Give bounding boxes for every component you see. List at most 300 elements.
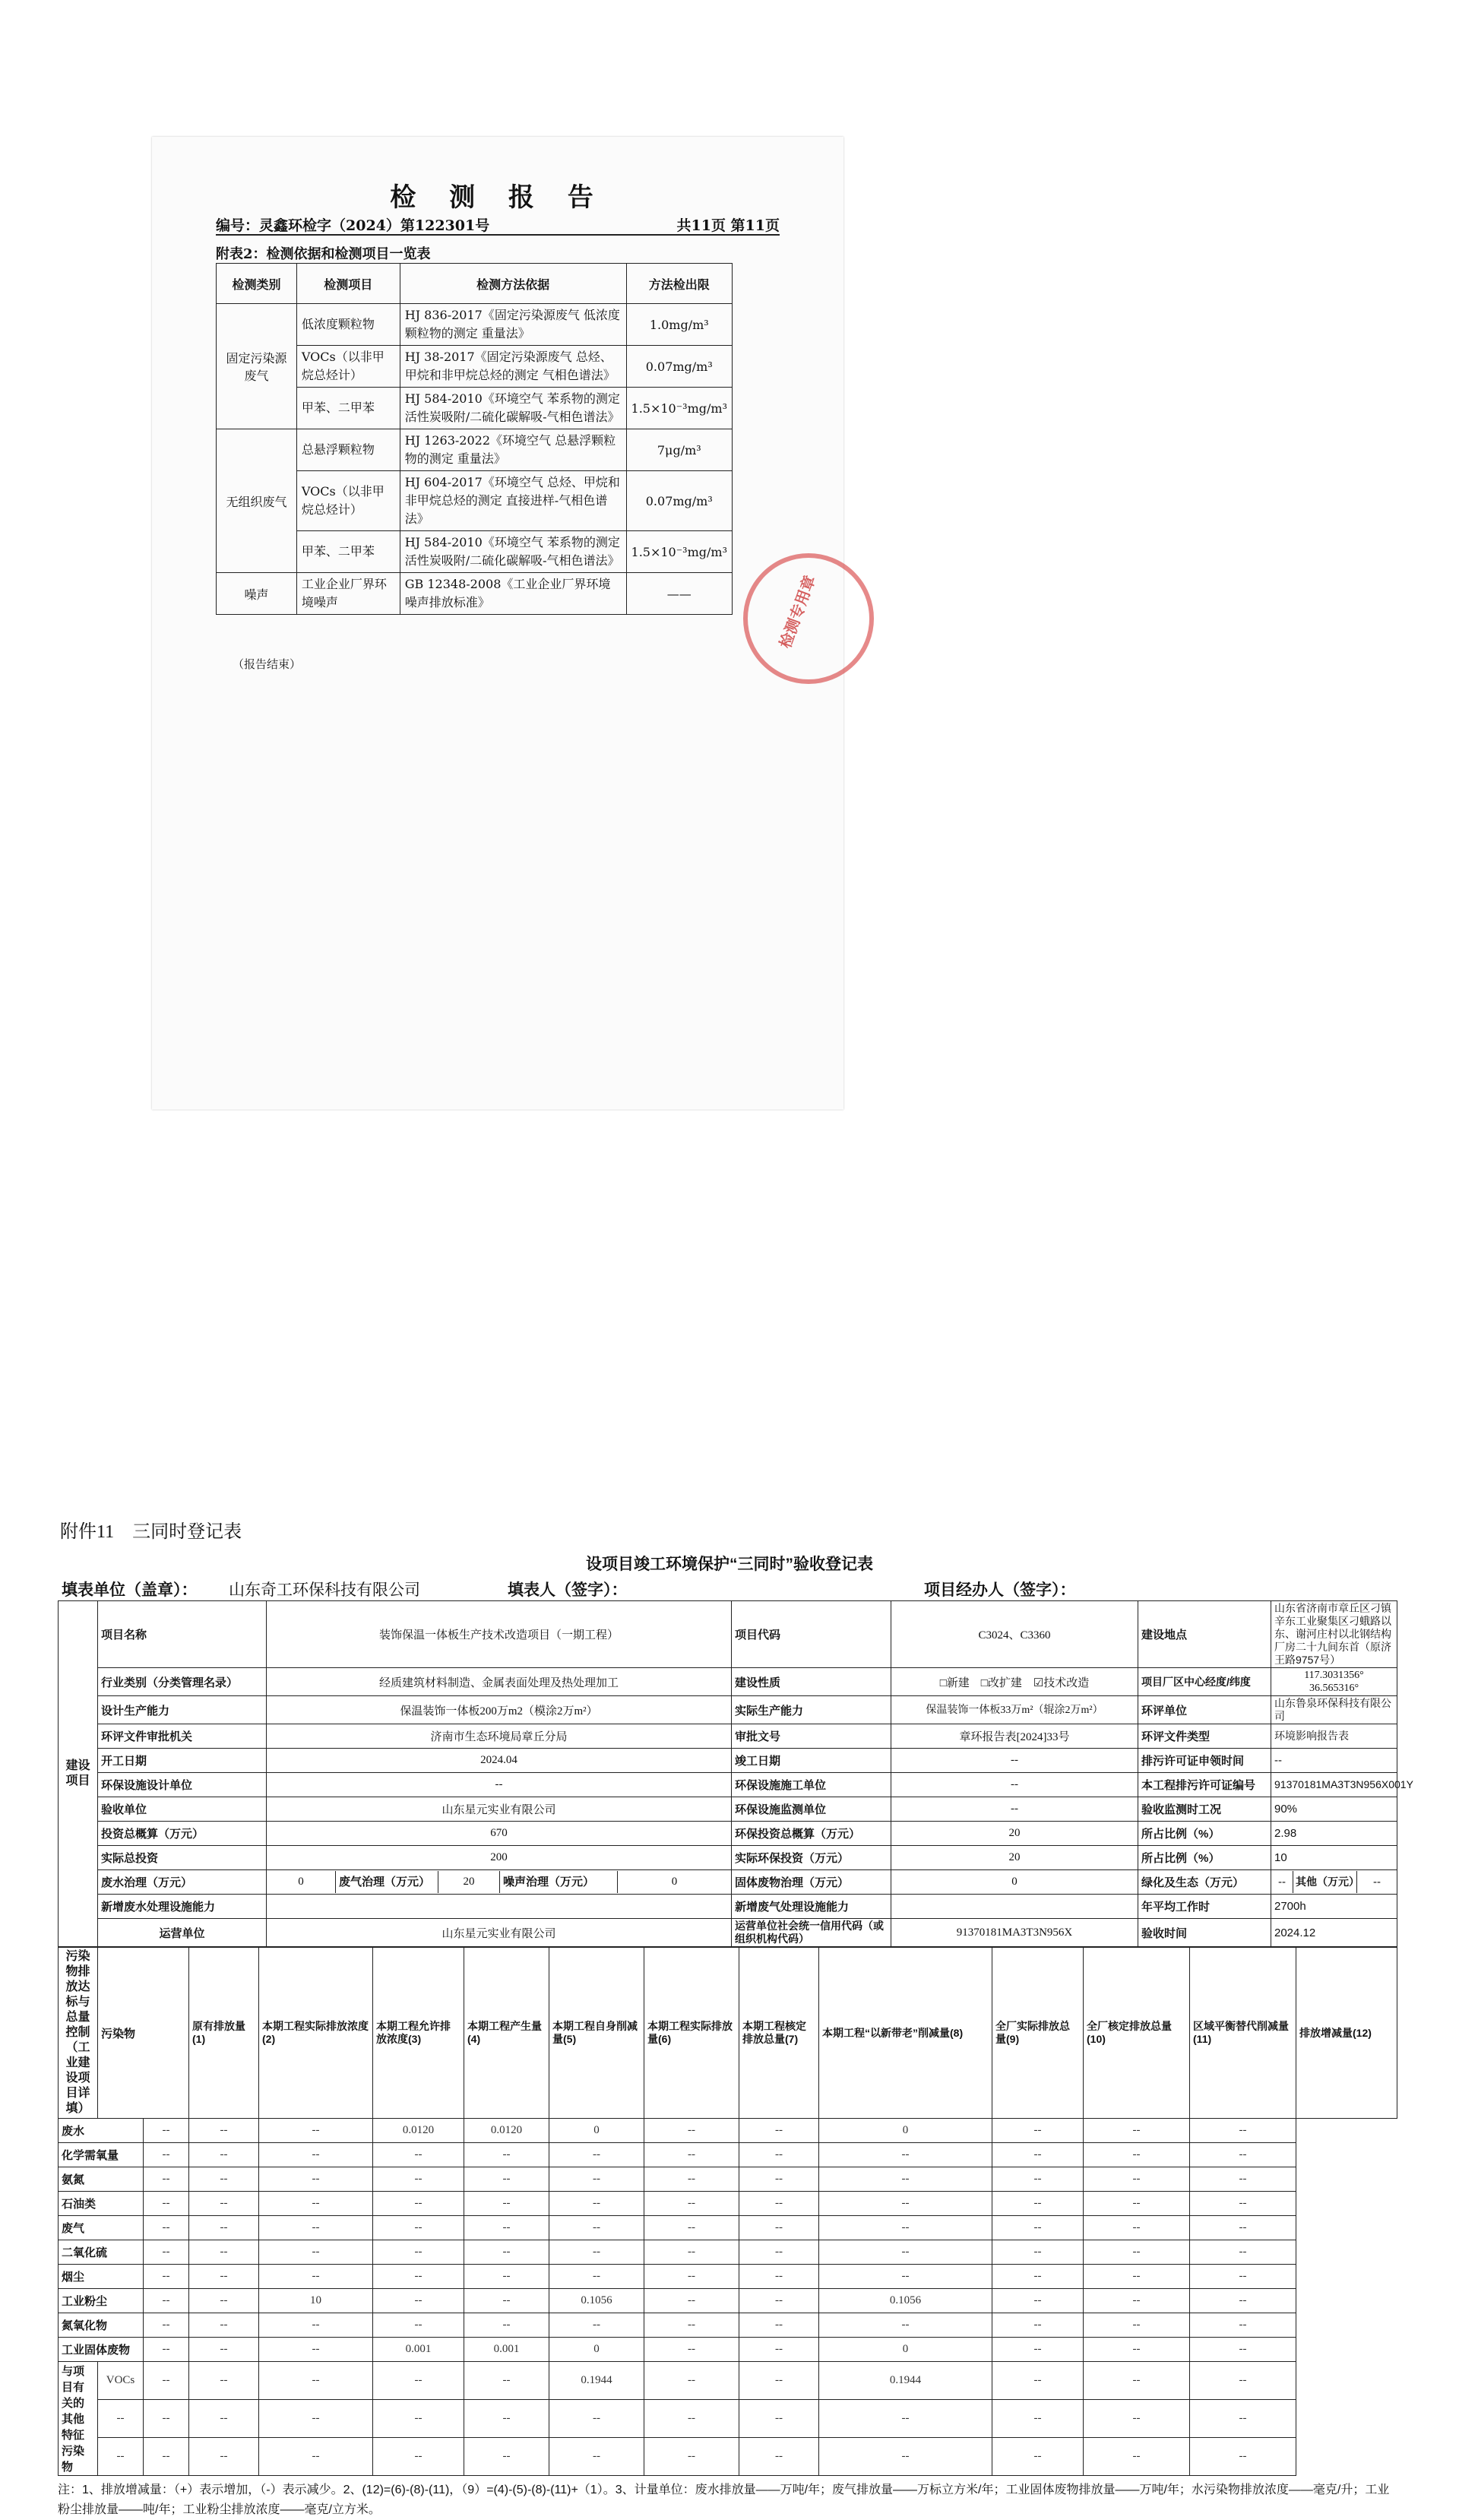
table-row (59, 1846, 1397, 1870)
pollutant-value: -- (1190, 2338, 1296, 2362)
label-cell: 排污许可证申领时间 (1138, 1749, 1271, 1773)
pollutant-value: -- (739, 2192, 819, 2216)
report-meta (216, 214, 780, 235)
related-pollutant-row (59, 2362, 1397, 2400)
pollutant-value: 0 (819, 2119, 992, 2143)
method-cell: HJ 38-2017《固定污染源废气 总烃、甲烷和非甲烷总烃的测定 气相色谱法》 (400, 346, 626, 388)
pollutant-value: -- (259, 2143, 373, 2167)
pollutant-value: -- (259, 2265, 373, 2289)
pollutant-value: -- (189, 2265, 259, 2289)
value-cell: -- (891, 1797, 1138, 1822)
pollutant-value: -- (144, 2143, 189, 2167)
value-cell: 200 (267, 1846, 732, 1870)
pollutant-value: -- (189, 2143, 259, 2167)
pollutant-value: -- (144, 2167, 189, 2192)
pollutant-value: -- (644, 2438, 739, 2476)
method-cell: HJ 584-2010《环境空气 苯系物的测定 活性炭吸附/二硫化碳解吸-气相色谱法》 (400, 388, 626, 429)
pollutant-value: -- (819, 2265, 992, 2289)
pollutant-value: -- (1190, 2143, 1296, 2167)
pollutant-value: -- (819, 2216, 992, 2240)
pollutant-value: -- (259, 2400, 373, 2438)
pollutant-value: -- (739, 2362, 819, 2400)
green-other-cell (1271, 1870, 1397, 1895)
pollutant-col-header: 本期工程实际排放浓度(2) (259, 1948, 373, 2119)
scanned-report-page (152, 137, 843, 1110)
pollutant-row (59, 2338, 1397, 2362)
pollutant-value: -- (739, 2400, 819, 2438)
pollutant-name: 氨氮 (59, 2167, 144, 2192)
appendix-title: 附表2：检测依据和检测项目一览表 (216, 246, 431, 262)
pollutant-value: -- (992, 2289, 1084, 2313)
pollutant-value: -- (1084, 2240, 1190, 2265)
pollutant-value: -- (189, 2240, 259, 2265)
pollutant-value: -- (819, 2192, 992, 2216)
value-cell: -- (891, 1749, 1138, 1773)
pollutant-value: 0.1944 (549, 2362, 644, 2400)
pollutant-col-header: 本期工程核定排放总量(7) (739, 1948, 819, 2119)
pollutant-col-header: 本期工程实际排放量(6) (644, 1948, 739, 2119)
pollutant-value: -- (819, 2167, 992, 2192)
pollutant-col-header: 本期工程允许排放浓度(3) (373, 1948, 464, 2119)
item-cell: 工业企业厂界环境噪声 (296, 573, 400, 615)
col-header: 方法检出限 (626, 264, 732, 304)
pollutant-value: 0.001 (373, 2338, 464, 2362)
pollutant-value: -- (464, 2167, 549, 2192)
pollutant-value: -- (373, 2216, 464, 2240)
pollutant-value: -- (144, 2289, 189, 2313)
table-row (59, 1822, 1397, 1846)
pollutant-value: -- (189, 2362, 259, 2400)
pollutant-value: -- (1190, 2216, 1296, 2240)
related-pollutant-sub: -- (98, 2400, 144, 2438)
report-number: 编号：灵鑫环检字（2024）第122301号 (216, 217, 490, 234)
pollutant-value: -- (1084, 2143, 1190, 2167)
pollutant-value: -- (549, 2240, 644, 2265)
pollutant-value: -- (819, 2313, 992, 2338)
pollutant-value: -- (739, 2338, 819, 2362)
value-cell: 保温装饰一体板33万m²（辊涂2万m²） (891, 1696, 1138, 1724)
category-cell: 噪声 (217, 573, 297, 615)
pollutant-name: 工业固体废物 (59, 2338, 144, 2362)
treatment-cell (267, 1870, 732, 1895)
pollutant-value: -- (992, 2119, 1084, 2143)
pollutant-value: -- (373, 2362, 464, 2400)
pollutant-value: -- (189, 2438, 259, 2476)
pollutant-col-header: 原有排放量(1) (189, 1948, 259, 2119)
item-cell: 甲苯、二甲苯 (296, 388, 400, 429)
pollutant-value: -- (144, 2362, 189, 2400)
item-cell: 甲苯、二甲苯 (296, 531, 400, 573)
pollutant-value: -- (373, 2143, 464, 2167)
value-cell: 2024.04 (267, 1749, 732, 1773)
pollutant-value: -- (1190, 2362, 1296, 2400)
other-label: 其他（万元） (1293, 1871, 1356, 1893)
value-cell: 20 (891, 1822, 1138, 1846)
col-header: 检测类别 (217, 264, 297, 304)
pollutant-value: -- (1084, 2167, 1190, 2192)
pollutant-value: -- (739, 2438, 819, 2476)
pollutant-value: -- (549, 2438, 644, 2476)
item-cell: VOCs（以非甲烷总烃计） (296, 471, 400, 531)
label-cell: 验收单位 (98, 1797, 267, 1822)
pollutant-value: -- (1084, 2216, 1190, 2240)
pollutant-value: -- (144, 2119, 189, 2143)
value-cell: -- (1271, 1749, 1397, 1773)
label-cell: 环保设施施工单位 (732, 1773, 891, 1797)
pollutant-value: -- (992, 2265, 1084, 2289)
pollutant-value: 0.0120 (464, 2119, 549, 2143)
fill-info-row (58, 1576, 1401, 1600)
pollutant-value: -- (739, 2216, 819, 2240)
pollutant-value: -- (549, 2192, 644, 2216)
value-cell: 山东星元实业有限公司 (267, 1797, 732, 1822)
pollutant-value: -- (464, 2362, 549, 2400)
pollutant-row (59, 2167, 1397, 2192)
pollutant-value: -- (144, 2313, 189, 2338)
pollutant-value: 0.1944 (819, 2362, 992, 2400)
pollutant-value: -- (644, 2216, 739, 2240)
pollutant-value: -- (644, 2143, 739, 2167)
label-cell: 环保投资总概算（万元） (732, 1822, 891, 1846)
table-row (59, 1895, 1397, 1919)
pollutant-row (59, 2240, 1397, 2265)
value-cell: 经质建筑材料制造、金属表面处理及热处理加工 (267, 1668, 732, 1696)
label-cell: 环评文件类型 (1138, 1724, 1271, 1749)
pollutant-table (58, 1947, 1397, 2476)
pollutant-value: -- (259, 2362, 373, 2400)
pollutant-value: -- (549, 2265, 644, 2289)
pollutant-value: -- (992, 2240, 1084, 2265)
pollutant-value: -- (819, 2400, 992, 2438)
green-value: -- (1278, 1876, 1286, 1888)
pollutant-value: -- (644, 2400, 739, 2438)
value-cell (267, 1895, 732, 1919)
pollutant-value: 0.1056 (549, 2289, 644, 2313)
value-cell: 670 (267, 1822, 732, 1846)
pollutant-header-row (59, 1948, 1397, 2119)
label-cell: 设计生产能力 (98, 1696, 267, 1724)
pollutant-value: -- (464, 2289, 549, 2313)
side-label-pollution: 污染物排放达标与总量控制（工业建设项目详填） (59, 1948, 98, 2119)
label-cell: 实际生产能力 (732, 1696, 891, 1724)
pollutant-name: 石油类 (59, 2192, 144, 2216)
manager-label: 项目经办人（签字）： (924, 1581, 1076, 1599)
label-cell: 开工日期 (98, 1749, 267, 1773)
label-cell: 环评文件审批机关 (98, 1724, 267, 1749)
pollutant-value: -- (189, 2167, 259, 2192)
value-cell: 山东省济南市章丘区刁镇辛东工业聚集区刁蛾路以东、谢河庄村以北钢结构厂房二十九间东首（原济王路9757号） (1271, 1601, 1397, 1668)
pollutant-name: 氮氧化物 (59, 2313, 144, 2338)
pollutant-name: 化学需氧量 (59, 2143, 144, 2167)
label-cell: 项目代码 (732, 1601, 891, 1668)
method-cell: HJ 604-2017《环境空气 总烃、甲烷和非甲烷总烃的测定 直接进样-气相色谱法》 (400, 471, 626, 531)
footnote: 注：1、排放增减量：（+）表示增加，（-）表示减少。2、(12)=(6)-(8)-(11)，（9）=(4)-(5)-(8)-(11)+（1）。3、计量单位：废水排放量——万吨/年；废气排放量——万标立方米/年；工业固体废物排放量——万吨/年；水污染物排放浓度——毫克/升；工业粉尘排放量——吨/年；工业粉尘排放浓度——毫克/立方米。 (58, 2484, 1390, 2516)
nature-options: □新建 □改扩建 ☑技术改造 (891, 1668, 1138, 1696)
pollutant-value: -- (819, 2240, 992, 2265)
table-row (59, 1870, 1397, 1895)
value-cell: 0 (891, 1870, 1138, 1895)
method-cell: GB 12348-2008《工业企业厂界环境噪声排放标准》 (400, 573, 626, 615)
label-cell: 年平均工作时 (1138, 1895, 1271, 1919)
pollutant-row (59, 2289, 1397, 2313)
value-cell: 装饰保温一体板生产技术改造项目（一期工程） (267, 1601, 732, 1668)
pollutant-value: -- (373, 2438, 464, 2476)
pollutant-col-header: 污染物 (98, 1948, 189, 2119)
pollutant-value: -- (373, 2265, 464, 2289)
table-row (217, 573, 733, 615)
pollutant-value: -- (189, 2313, 259, 2338)
pollutant-value: 0 (549, 2119, 644, 2143)
label-cell: 所占比例（%） (1138, 1846, 1271, 1870)
pollutant-value: -- (1084, 2289, 1190, 2313)
label-cell: 竣工日期 (732, 1749, 891, 1773)
gas-label: 废气治理（万元） (335, 1871, 438, 1893)
pollutant-value: -- (464, 2216, 549, 2240)
pollutant-col-header: 全厂实际排放总量(9) (992, 1948, 1084, 2119)
water-value: 0 (298, 1876, 304, 1888)
pollutant-name: 废气 (59, 2216, 144, 2240)
pollutant-value: -- (739, 2313, 819, 2338)
pollutant-value: -- (464, 2265, 549, 2289)
pollutant-value: -- (1084, 2400, 1190, 2438)
inspection-seal (743, 553, 874, 684)
pollutant-value: -- (1190, 2289, 1296, 2313)
item-cell: 低浓度颗粒物 (296, 304, 400, 346)
label-cell: 建设地点 (1138, 1601, 1271, 1668)
item-cell: 总悬浮颗粒物 (296, 429, 400, 471)
pollutant-value: -- (464, 2313, 549, 2338)
pollutant-value: -- (1190, 2265, 1296, 2289)
pollutant-value: -- (739, 2119, 819, 2143)
pollutant-value: -- (1190, 2167, 1296, 2192)
pollutant-value: -- (144, 2216, 189, 2240)
value-cell: -- (267, 1773, 732, 1797)
pollutant-value: -- (144, 2192, 189, 2216)
pollutant-value: -- (992, 2362, 1084, 2400)
pollutant-row (59, 2192, 1397, 2216)
pollutant-value: -- (739, 2289, 819, 2313)
value-cell: 117.3031356° 36.565316° (1271, 1668, 1397, 1696)
pollutant-value: -- (189, 2338, 259, 2362)
value-cell: 济南市生态环境局章丘分局 (267, 1724, 732, 1749)
value-cell: 环境影响报告表 (1271, 1724, 1397, 1749)
pollutant-value: -- (992, 2167, 1084, 2192)
pollutant-value: -- (144, 2240, 189, 2265)
label-cell: 废水治理（万元） (98, 1870, 267, 1895)
pollutant-value: -- (259, 2216, 373, 2240)
value-cell: -- (891, 1773, 1138, 1797)
value-cell: 保温装饰一体板200万m2（模涂2万m²） (267, 1696, 732, 1724)
pollutant-value: -- (259, 2438, 373, 2476)
pollutant-value: -- (644, 2265, 739, 2289)
value-cell: 10 (1271, 1846, 1397, 1870)
pollutant-value: -- (464, 2240, 549, 2265)
pollutant-value: -- (1190, 2119, 1296, 2143)
method-cell: HJ 584-2010《环境空气 苯系物的测定 活性炭吸附/二硫化碳解吸-气相色谱法》 (400, 531, 626, 573)
limit-cell: 1.0mg/m³ (626, 304, 732, 346)
pollutant-value: -- (644, 2119, 739, 2143)
related-pollutant-sub: -- (98, 2438, 144, 2476)
table-row (59, 1724, 1397, 1749)
value-cell: 2700h (1271, 1895, 1397, 1919)
pollutant-value: -- (259, 2119, 373, 2143)
label-cell: 环保设施监测单位 (732, 1797, 891, 1822)
pollutant-value: -- (992, 2192, 1084, 2216)
label-cell: 投资总概算（万元） (98, 1822, 267, 1846)
category-cell: 固定污染源废气 (217, 304, 297, 429)
label-cell: 环保设施设计单位 (98, 1773, 267, 1797)
pollutant-value: -- (1190, 2400, 1296, 2438)
pollutant-row (59, 2143, 1397, 2167)
value-cell: 山东鲁泉环保科技有限公司 (1271, 1696, 1397, 1724)
table-row (59, 1797, 1397, 1822)
pollutant-value: -- (1084, 2438, 1190, 2476)
pollutant-value: -- (259, 2338, 373, 2362)
pollutant-row (59, 2119, 1397, 2143)
limit-cell: 1.5×10⁻³mg/m³ (626, 388, 732, 429)
pollutant-value: -- (144, 2438, 189, 2476)
fill-unit-value: 山东奇工环保科技有限公司 (229, 1581, 420, 1599)
pollutant-value: -- (144, 2265, 189, 2289)
label-cell: 验收监测时工况 (1138, 1797, 1271, 1822)
pollutant-col-header: 区域平衡替代削减量(11) (1190, 1948, 1296, 2119)
pollutant-value: -- (992, 2438, 1084, 2476)
pollutant-value: -- (644, 2167, 739, 2192)
pollutant-col-header: 本期工程“以新带老”削减量(8) (819, 1948, 992, 2119)
col-header: 检测项目 (296, 264, 400, 304)
side-label-build: 建设项目 (59, 1601, 98, 1947)
pollutant-value: -- (549, 2313, 644, 2338)
pollutant-value: -- (644, 2313, 739, 2338)
report-end-note: （报告结束） (233, 657, 302, 671)
gas-value: 20 (438, 1871, 499, 1893)
pollutant-value: -- (464, 2400, 549, 2438)
pollutant-value: -- (1084, 2338, 1190, 2362)
method-cell: HJ 836-2017《固定污染源废气 低浓度颗粒物的测定 重量法》 (400, 304, 626, 346)
pollutant-row (59, 2265, 1397, 2289)
table-row (59, 1773, 1397, 1797)
pollutant-col-header: 排放增减量(12) (1296, 1948, 1397, 2119)
pollutant-value: -- (739, 2143, 819, 2167)
pollutant-value: -- (189, 2192, 259, 2216)
limit-cell: 1.5×10⁻³mg/m³ (626, 531, 732, 573)
report-title: 检 测 报 告 (390, 182, 606, 213)
related-pollutant-row (59, 2400, 1397, 2438)
pollutant-value: -- (1084, 2192, 1190, 2216)
table-row (217, 304, 733, 346)
pollutant-name: 工业粉尘 (59, 2289, 144, 2313)
page-info: 共11页 第11页 (676, 217, 780, 234)
pollutant-value: -- (739, 2240, 819, 2265)
pollutant-name: 二氧化硫 (59, 2240, 144, 2265)
pollutant-value: -- (644, 2240, 739, 2265)
pollutant-value: -- (259, 2313, 373, 2338)
value-cell: 91370181MA3T3N956X (891, 1919, 1138, 1947)
limit-cell: —— (626, 573, 732, 615)
pollutant-value: -- (992, 2400, 1084, 2438)
label-cell: 运营单位社会统一信用代码（或组织机构代码） (732, 1919, 891, 1947)
value-cell (891, 1895, 1138, 1919)
label-cell: 运营单位 (98, 1919, 267, 1947)
value-cell: 91370181MA3T3N956X001Y (1271, 1773, 1397, 1797)
pollutant-value: 0 (549, 2338, 644, 2362)
pollutant-value: -- (1084, 2119, 1190, 2143)
pollutant-value: -- (259, 2167, 373, 2192)
label-cell: 本工程排污许可证编号 (1138, 1773, 1271, 1797)
pollutant-name: 烟尘 (59, 2265, 144, 2289)
form-title: 设项目竣工环境保护“三同时”验收登记表 (586, 1556, 873, 1573)
seal-text: 检测专用章 (776, 572, 819, 651)
pollutant-value: -- (992, 2338, 1084, 2362)
pollutant-row (59, 2216, 1397, 2240)
pollutant-value: -- (992, 2313, 1084, 2338)
pollutant-value: -- (464, 2143, 549, 2167)
detection-table (216, 263, 733, 615)
pollutant-value: -- (144, 2400, 189, 2438)
pollutant-value: -- (549, 2400, 644, 2438)
pollutant-col-header: 本期工程自身削减量(5) (549, 1948, 644, 2119)
table-row (59, 1668, 1397, 1696)
label-cell: 项目名称 (98, 1601, 267, 1668)
value-cell: 2.98 (1271, 1822, 1397, 1846)
pollutant-value: -- (189, 2289, 259, 2313)
table-row (59, 1749, 1397, 1773)
pollutant-value: -- (1084, 2265, 1190, 2289)
pollutant-value: -- (189, 2216, 259, 2240)
label-cell: 行业类别（分类管理名录） (98, 1668, 267, 1696)
fill-unit-label: 填表单位（盖章）： (62, 1581, 198, 1599)
label-cell: 新增废气处理设施能力 (732, 1895, 891, 1919)
table-row (59, 1919, 1397, 1947)
noise-value: 0 (617, 1871, 731, 1893)
label-cell: 项目厂区中心经度/纬度 (1138, 1668, 1271, 1696)
value-cell: C3024、C3360 (891, 1601, 1138, 1668)
pollutant-value: -- (373, 2289, 464, 2313)
pollutant-value: -- (189, 2119, 259, 2143)
label-cell: 固体废物治理（万元） (732, 1870, 891, 1895)
pollutant-value: -- (644, 2362, 739, 2400)
pollutant-name: 废水 (59, 2119, 144, 2143)
pollutant-value: -- (259, 2240, 373, 2265)
pollutant-value: -- (644, 2192, 739, 2216)
pollutant-value: -- (144, 2338, 189, 2362)
pollutant-value: -- (189, 2400, 259, 2438)
pollutant-value: -- (549, 2143, 644, 2167)
label-cell: 验收时间 (1138, 1919, 1271, 1947)
pollutant-value: -- (644, 2289, 739, 2313)
item-cell: VOCs（以非甲烷总烃计） (296, 346, 400, 388)
divider (216, 234, 780, 236)
pollutant-value: -- (259, 2192, 373, 2216)
label-cell: 绿化及生态（万元） (1138, 1870, 1271, 1895)
pollutant-value: -- (1084, 2362, 1190, 2400)
category-cell: 无组织废气 (217, 429, 297, 573)
pollutant-value: -- (464, 2192, 549, 2216)
registration-form (58, 1516, 1413, 2520)
method-cell: HJ 1263-2022《环境空气 总悬浮颗粒物的测定 重量法》 (400, 429, 626, 471)
pollutant-value: -- (644, 2338, 739, 2362)
related-pollutant-sub: VOCs (98, 2362, 144, 2400)
value-cell: 20 (891, 1846, 1138, 1870)
pollutant-value: -- (464, 2438, 549, 2476)
pollutant-value: -- (739, 2265, 819, 2289)
label-cell: 建设性质 (732, 1668, 891, 1696)
filler-label: 填表人（签字）： (508, 1581, 628, 1599)
table-row (59, 1601, 1397, 1668)
label-cell: 所占比例（%） (1138, 1822, 1271, 1846)
pollutant-value: 0.001 (464, 2338, 549, 2362)
pollutant-value: -- (1190, 2192, 1296, 2216)
